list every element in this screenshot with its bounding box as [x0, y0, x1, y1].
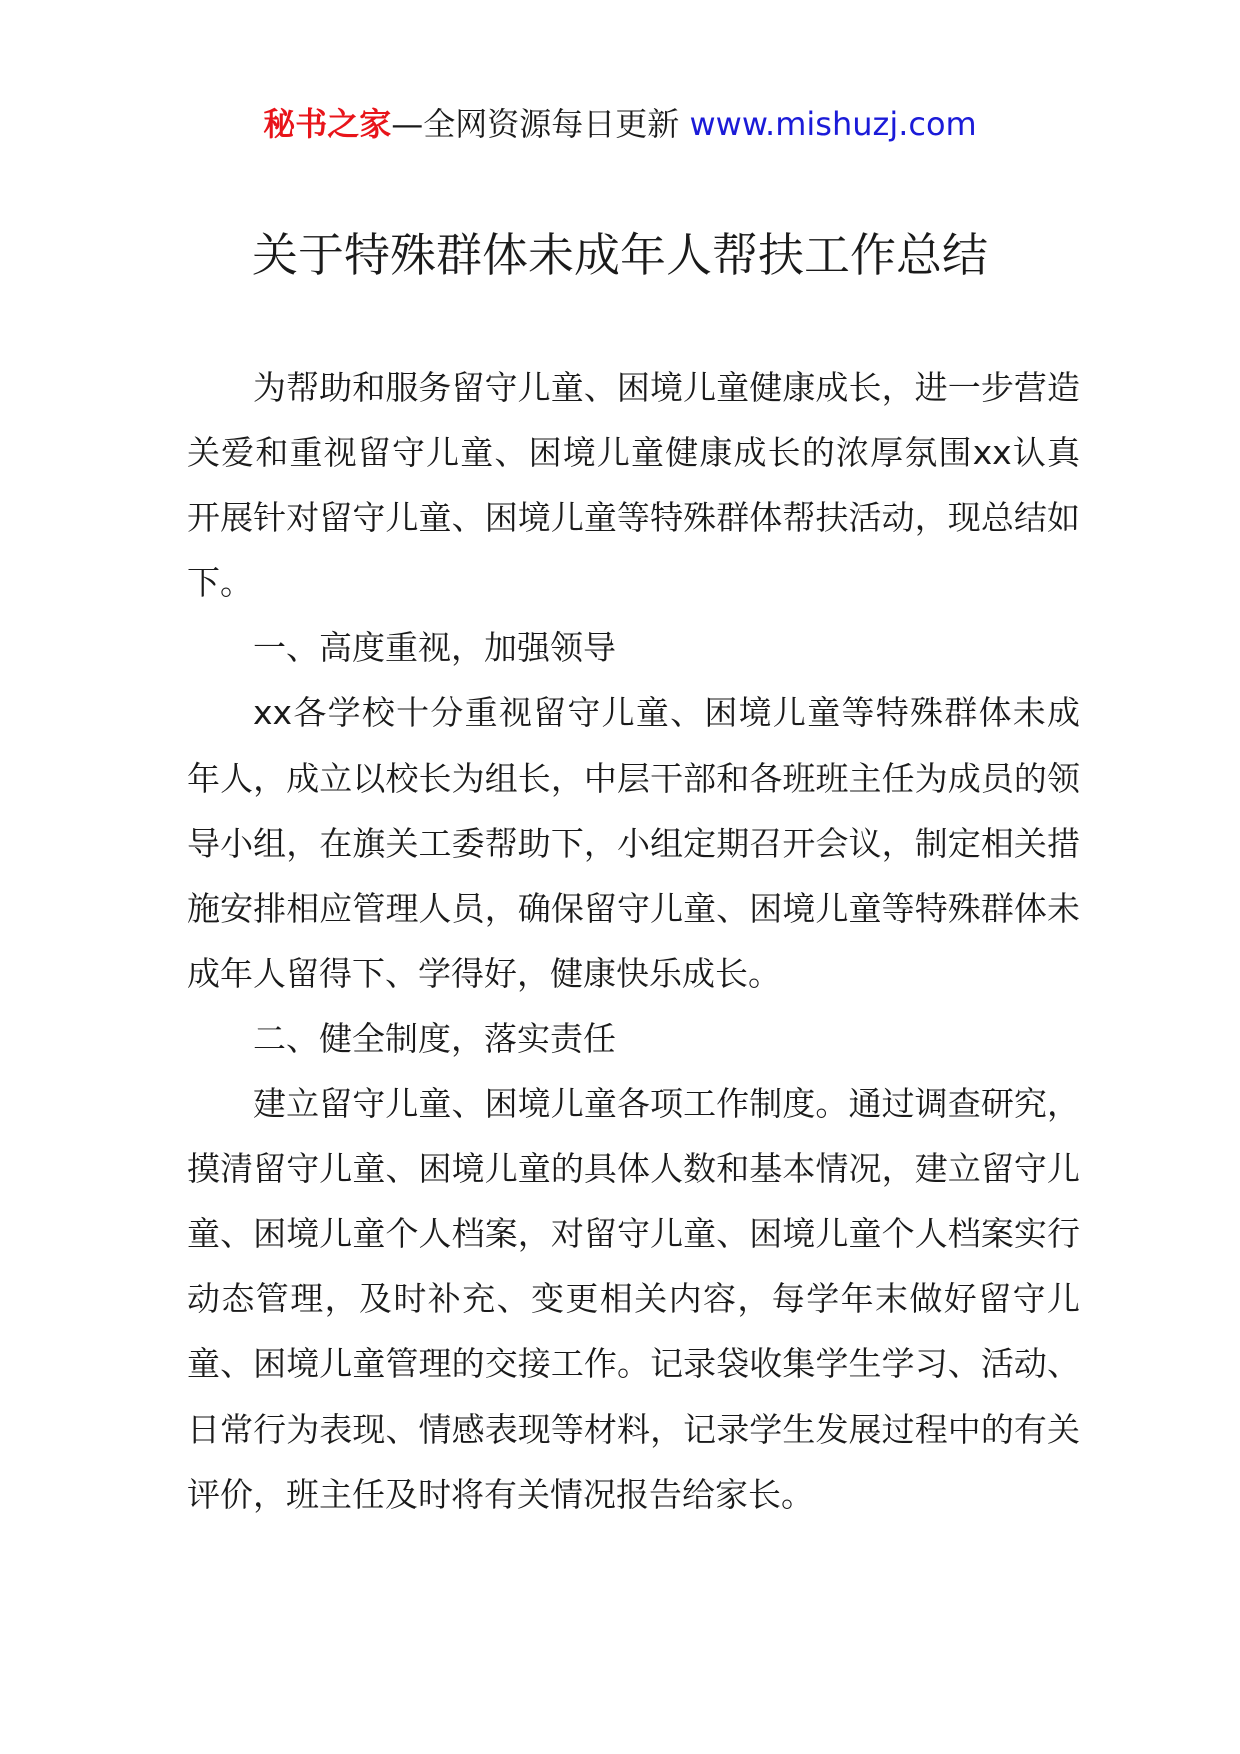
site-header [0, 100, 1240, 148]
document-title: 关于特殊群体未成年人帮扶工作总结 [252, 228, 988, 282]
site-url-link[interactable]: www.mishuzj.com [689, 105, 977, 143]
paragraph-section-2: 建立留守儿童、困境儿童各项工作制度。通过调查研究，摸清留守儿童、困境儿童的具体人数和基本情况，建立留守儿童、困境儿童个人档案，对留守儿童、困境儿童个人档案实行动态管理，及时补充、变更相关内容，每学年末做好留守儿童、困境儿童管理的交接工作。记录袋收集学生学习、活动、日常行为表现、情感表现等材料，记录学生发展过程中的有关评价，班主任及时将有关情况报告给家长。 [187, 1084, 1080, 1514]
paragraph-section-1: xx各学校十分重视留守儿童、困境儿童等特殊群体未成年人，成立以校长为组长，中层干部和各班班主任为成员的领导小组，在旗关工委帮助下，小组定期召开会议，制定相关措施安排相应管理人员，确保留守儿童、困境儿童等特殊群体未成年人留得下、学得好，健康快乐成长。 [187, 693, 1080, 993]
paragraph-intro: 为帮助和服务留守儿童、困境儿童健康成长，进一步营造关爱和重视留守儿童、困境儿童健康成长的浓厚氛围xx认真开展针对留守儿童、困境儿童等特殊群体帮扶活动，现总结如下。 [187, 368, 1080, 603]
section-heading-1: 一、高度重视，加强领导 [253, 628, 616, 668]
site-tagline: —全网资源每日更新 [391, 105, 690, 143]
document-body [187, 355, 1080, 1527]
section-heading-2: 二、健全制度，落实责任 [253, 1018, 616, 1058]
site-brand: 秘书之家 [263, 105, 392, 143]
